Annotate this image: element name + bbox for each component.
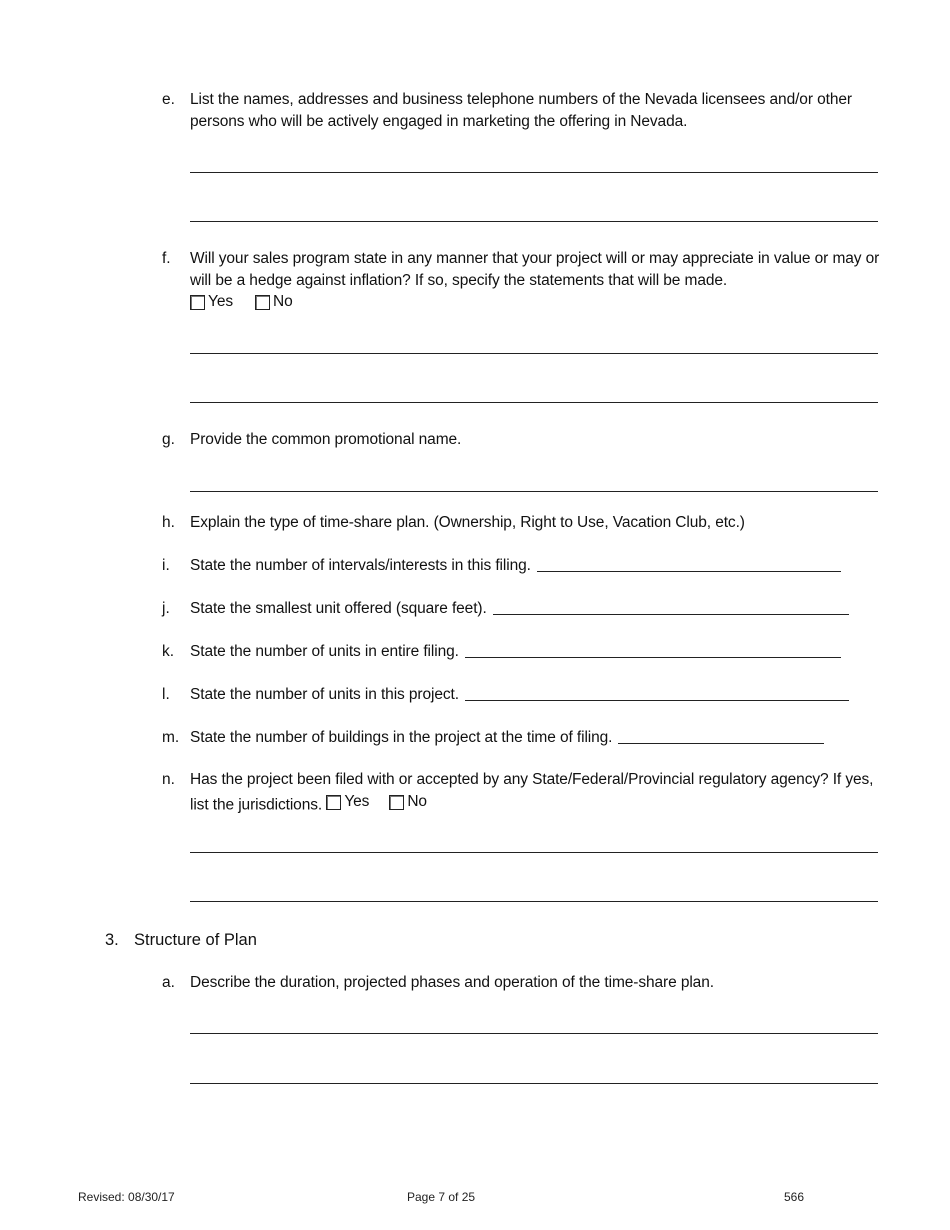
section-number: 3. [105,931,119,949]
question-f [162,248,892,316]
section-title: Structure of Plan [134,931,257,949]
answer-line-g-1[interactable] [190,491,878,492]
question-label: h. [162,514,175,531]
yes-checkbox[interactable] [326,795,341,810]
question-text: State the smallest unit offered (square feet). [190,600,487,617]
question-label: m. [162,729,180,746]
no-checkbox[interactable] [389,795,404,810]
answer-line-f-1[interactable] [190,353,878,354]
answer-line-m[interactable] [618,742,824,744]
no-checkbox[interactable] [255,295,270,310]
answer-line-n-1[interactable] [190,852,878,853]
question-label: l. [162,686,170,703]
question-label: i. [162,557,170,574]
no-option[interactable] [389,791,427,813]
yes-label: Yes [208,293,233,310]
question-j [162,598,892,620]
question-label: j. [162,600,170,617]
question-text: Will your sales program state in any manner that your project will or may appreciate in value or may or will be a hedge against inflation? If so, specify the statements that will be made. [190,250,880,289]
question-label: k. [162,643,175,660]
question-label: f. [162,250,171,267]
answer-line-e-1[interactable] [190,172,878,173]
question-i [162,555,892,577]
yes-option[interactable] [326,791,369,813]
question-e [162,89,892,132]
question-g [162,429,892,451]
footer-revised: Revised: 08/30/17 [78,1190,175,1204]
question-text: Has the project been filed with or accepted by any State/Federal/Provincial regulatory agency? If yes, list the jurisdictions. [190,771,874,813]
section-heading [105,929,257,951]
question-text: State the number of units in this project. [190,686,459,703]
question-k [162,641,892,663]
question-label: n. [162,771,175,788]
question-text: Describe the duration, projected phases and operation of the time-share plan. [190,974,714,991]
question-n [162,769,892,815]
answer-line-j[interactable] [493,613,849,615]
question-label: g. [162,431,175,448]
answer-line-f-2[interactable] [190,402,878,403]
no-label: No [407,792,427,810]
no-option[interactable] [255,291,293,313]
answer-line-3a-1[interactable] [190,1033,878,1034]
answer-line-l[interactable] [465,699,849,701]
question-label: e. [162,91,175,108]
question-h [162,512,892,534]
question-text: Explain the type of time-share plan. (Ownership, Right to Use, Vacation Club, etc.) [190,514,745,531]
question-text: State the number of units in entire filing. [190,643,459,660]
yes-label: Yes [344,792,370,810]
question-text: List the names, addresses and business telephone numbers of the Nevada licensees and/or other persons who will be actively engaged in marketing the offering in Nevada. [190,91,852,130]
yes-checkbox[interactable] [190,295,205,310]
question-text: Provide the common promotional name. [190,431,462,448]
question-label: a. [162,974,175,991]
footer-page-number: Page 7 of 25 [407,1190,476,1204]
footer-form-number: 566 [784,1190,805,1204]
no-label: No [273,293,293,310]
answer-line-e-2[interactable] [190,221,878,222]
answer-line-n-2[interactable] [190,901,878,902]
question-text: State the number of buildings in the project at the time of filing. [190,729,613,746]
answer-line-3a-2[interactable] [190,1083,878,1084]
yes-option[interactable] [190,291,233,313]
question-text: State the number of intervals/interests in this filing. [190,557,531,574]
question-3a [162,972,892,994]
question-l [162,684,892,706]
answer-line-k[interactable] [465,656,841,658]
question-m [162,727,892,749]
answer-line-i[interactable] [537,570,841,572]
